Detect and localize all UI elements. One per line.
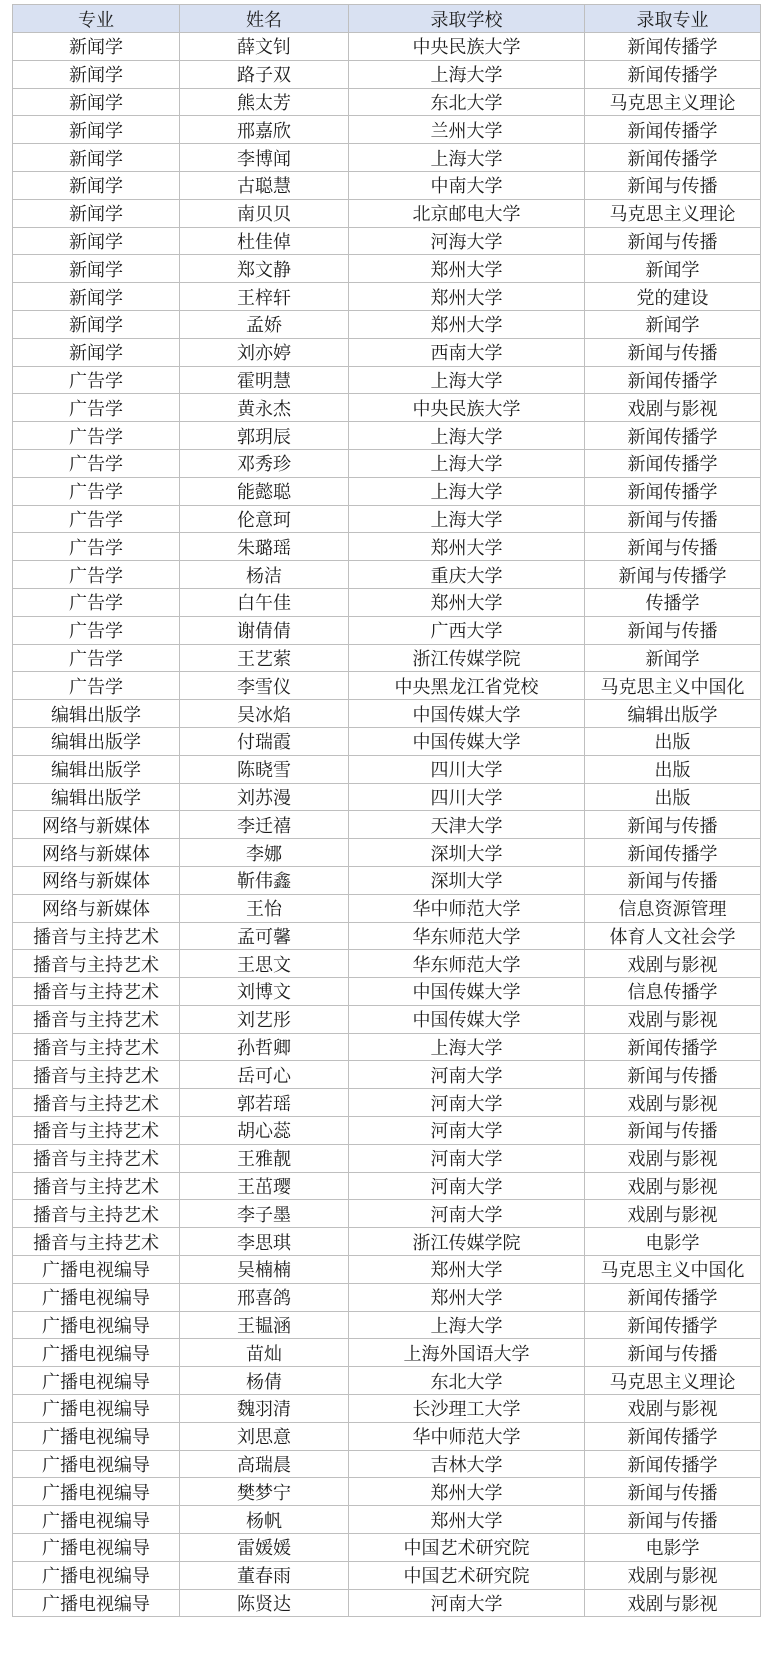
cell-admitted-major: 新闻与传播 xyxy=(585,1506,761,1534)
cell-name: 王梓轩 xyxy=(180,283,349,311)
cell-admitted-major: 马克思主义理论 xyxy=(585,199,761,227)
cell-admitted-school: 吉林大学 xyxy=(349,1450,585,1478)
cell-admitted-school: 中国传媒大学 xyxy=(349,978,585,1006)
cell-major: 编辑出版学 xyxy=(13,783,180,811)
table-row xyxy=(13,366,761,394)
cell-name: 董春雨 xyxy=(180,1561,349,1589)
cell-name: 李雪仪 xyxy=(180,672,349,700)
cell-major: 播音与主持艺术 xyxy=(13,1033,180,1061)
cell-admitted-major: 新闻传播学 xyxy=(585,33,761,61)
cell-major: 广告学 xyxy=(13,366,180,394)
cell-major: 新闻学 xyxy=(13,88,180,116)
cell-admitted-major: 新闻学 xyxy=(585,644,761,672)
cell-major: 广播电视编导 xyxy=(13,1506,180,1534)
table-row xyxy=(13,338,761,366)
cell-admitted-school: 河南大学 xyxy=(349,1589,585,1617)
table-row xyxy=(13,1311,761,1339)
cell-name: 陈晓雪 xyxy=(180,755,349,783)
table-row xyxy=(13,255,761,283)
cell-name: 高瑞晨 xyxy=(180,1450,349,1478)
cell-admitted-major: 党的建设 xyxy=(585,283,761,311)
cell-name: 李迁禧 xyxy=(180,811,349,839)
header-admitted-school: 录取学校 xyxy=(349,5,585,33)
cell-name: 郭玥辰 xyxy=(180,422,349,450)
cell-major: 网络与新媒体 xyxy=(13,894,180,922)
cell-name: 杨倩 xyxy=(180,1367,349,1395)
table-body xyxy=(13,33,761,1617)
cell-major: 广告学 xyxy=(13,588,180,616)
cell-admitted-major: 新闻传播学 xyxy=(585,116,761,144)
table-row xyxy=(13,227,761,255)
header-admitted-major: 录取专业 xyxy=(585,5,761,33)
cell-admitted-major: 新闻传播学 xyxy=(585,1283,761,1311)
table-row xyxy=(13,88,761,116)
cell-admitted-school: 上海大学 xyxy=(349,144,585,172)
cell-admitted-school: 华东师范大学 xyxy=(349,922,585,950)
cell-admitted-school: 郑州大学 xyxy=(349,1506,585,1534)
cell-admitted-school: 河南大学 xyxy=(349,1200,585,1228)
cell-major: 广告学 xyxy=(13,422,180,450)
cell-admitted-major: 戏剧与影视 xyxy=(585,1005,761,1033)
cell-major: 新闻学 xyxy=(13,60,180,88)
table-row xyxy=(13,978,761,1006)
cell-name: 刘博文 xyxy=(180,978,349,1006)
cell-admitted-major: 新闻与传播 xyxy=(585,533,761,561)
cell-name: 能懿聪 xyxy=(180,477,349,505)
table-row xyxy=(13,1033,761,1061)
cell-admitted-school: 河海大学 xyxy=(349,227,585,255)
cell-name: 霍明慧 xyxy=(180,366,349,394)
cell-admitted-major: 新闻学 xyxy=(585,310,761,338)
cell-admitted-major: 新闻与传播 xyxy=(585,1117,761,1145)
cell-name: 郭若瑶 xyxy=(180,1089,349,1117)
table-row xyxy=(13,1367,761,1395)
cell-admitted-school: 中国传媒大学 xyxy=(349,700,585,728)
table-row xyxy=(13,1534,761,1562)
cell-admitted-major: 新闻与传播 xyxy=(585,616,761,644)
table-row xyxy=(13,283,761,311)
cell-major: 新闻学 xyxy=(13,227,180,255)
cell-major: 广播电视编导 xyxy=(13,1339,180,1367)
cell-name: 王思文 xyxy=(180,950,349,978)
cell-name: 邓秀珍 xyxy=(180,449,349,477)
cell-admitted-school: 深圳大学 xyxy=(349,866,585,894)
cell-admitted-major: 传播学 xyxy=(585,588,761,616)
cell-name: 吴楠楠 xyxy=(180,1256,349,1284)
cell-major: 新闻学 xyxy=(13,338,180,366)
table-row xyxy=(13,894,761,922)
table-row xyxy=(13,1339,761,1367)
cell-major: 广告学 xyxy=(13,477,180,505)
cell-major: 广播电视编导 xyxy=(13,1283,180,1311)
cell-major: 广播电视编导 xyxy=(13,1395,180,1423)
cell-name: 白午佳 xyxy=(180,588,349,616)
cell-admitted-major: 新闻传播学 xyxy=(585,144,761,172)
cell-admitted-school: 上海大学 xyxy=(349,422,585,450)
cell-admitted-school: 河南大学 xyxy=(349,1172,585,1200)
table-row xyxy=(13,1395,761,1423)
cell-admitted-school: 上海大学 xyxy=(349,1311,585,1339)
cell-admitted-major: 电影学 xyxy=(585,1534,761,1562)
cell-name: 杨帆 xyxy=(180,1506,349,1534)
cell-major: 网络与新媒体 xyxy=(13,866,180,894)
cell-admitted-major: 戏剧与影视 xyxy=(585,1172,761,1200)
cell-major: 广告学 xyxy=(13,449,180,477)
table-row xyxy=(13,199,761,227)
cell-major: 广告学 xyxy=(13,533,180,561)
cell-major: 广告学 xyxy=(13,394,180,422)
cell-major: 广播电视编导 xyxy=(13,1478,180,1506)
table-row xyxy=(13,1506,761,1534)
cell-admitted-major: 新闻传播学 xyxy=(585,1311,761,1339)
table-row xyxy=(13,1089,761,1117)
cell-major: 新闻学 xyxy=(13,255,180,283)
table-row xyxy=(13,116,761,144)
admission-table xyxy=(12,4,761,1617)
cell-admitted-major: 新闻与传播 xyxy=(585,811,761,839)
cell-name: 刘亦婷 xyxy=(180,338,349,366)
cell-admitted-major: 马克思主义理论 xyxy=(585,1367,761,1395)
table-row xyxy=(13,1228,761,1256)
cell-major: 广播电视编导 xyxy=(13,1422,180,1450)
cell-admitted-major: 马克思主义中国化 xyxy=(585,672,761,700)
cell-admitted-major: 新闻与传播 xyxy=(585,227,761,255)
cell-name: 路子双 xyxy=(180,60,349,88)
table-row xyxy=(13,588,761,616)
cell-major: 广播电视编导 xyxy=(13,1367,180,1395)
cell-name: 孟可馨 xyxy=(180,922,349,950)
table-row xyxy=(13,422,761,450)
cell-name: 岳可心 xyxy=(180,1061,349,1089)
cell-admitted-major: 新闻与传播 xyxy=(585,1339,761,1367)
cell-name: 王艺萦 xyxy=(180,644,349,672)
cell-admitted-major: 戏剧与影视 xyxy=(585,1589,761,1617)
cell-admitted-school: 华东师范大学 xyxy=(349,950,585,978)
cell-major: 播音与主持艺术 xyxy=(13,1144,180,1172)
cell-admitted-major: 戏剧与影视 xyxy=(585,1200,761,1228)
cell-major: 新闻学 xyxy=(13,310,180,338)
cell-admitted-school: 河南大学 xyxy=(349,1061,585,1089)
table-row xyxy=(13,1005,761,1033)
cell-name: 孟娇 xyxy=(180,310,349,338)
cell-name: 靳伟鑫 xyxy=(180,866,349,894)
cell-admitted-school: 深圳大学 xyxy=(349,839,585,867)
cell-major: 广告学 xyxy=(13,561,180,589)
cell-name: 邢喜鸽 xyxy=(180,1283,349,1311)
cell-major: 播音与主持艺术 xyxy=(13,978,180,1006)
cell-admitted-school: 郑州大学 xyxy=(349,533,585,561)
table-row xyxy=(13,1144,761,1172)
cell-major: 播音与主持艺术 xyxy=(13,1117,180,1145)
cell-major: 广播电视编导 xyxy=(13,1589,180,1617)
cell-admitted-major: 体育人文社会学 xyxy=(585,922,761,950)
cell-major: 广告学 xyxy=(13,505,180,533)
cell-name: 王雅靓 xyxy=(180,1144,349,1172)
cell-name: 朱璐瑶 xyxy=(180,533,349,561)
table-row xyxy=(13,1200,761,1228)
cell-admitted-school: 兰州大学 xyxy=(349,116,585,144)
cell-admitted-school: 长沙理工大学 xyxy=(349,1395,585,1423)
table-row xyxy=(13,1561,761,1589)
cell-name: 刘苏漫 xyxy=(180,783,349,811)
cell-admitted-major: 编辑出版学 xyxy=(585,700,761,728)
table-row xyxy=(13,1589,761,1617)
header-name: 姓名 xyxy=(180,5,349,33)
cell-admitted-major: 新闻传播学 xyxy=(585,839,761,867)
table-row xyxy=(13,950,761,978)
cell-admitted-major: 戏剧与影视 xyxy=(585,1561,761,1589)
cell-name: 刘艺彤 xyxy=(180,1005,349,1033)
cell-name: 王茁璎 xyxy=(180,1172,349,1200)
table-row xyxy=(13,1061,761,1089)
cell-admitted-school: 郑州大学 xyxy=(349,1256,585,1284)
table-row xyxy=(13,866,761,894)
cell-major: 新闻学 xyxy=(13,283,180,311)
cell-admitted-major: 马克思主义中国化 xyxy=(585,1256,761,1284)
cell-admitted-school: 浙江传媒学院 xyxy=(349,644,585,672)
cell-major: 播音与主持艺术 xyxy=(13,1005,180,1033)
cell-admitted-school: 中央民族大学 xyxy=(349,33,585,61)
header-major: 专业 xyxy=(13,5,180,33)
cell-major: 广播电视编导 xyxy=(13,1450,180,1478)
cell-admitted-school: 天津大学 xyxy=(349,811,585,839)
table-row xyxy=(13,60,761,88)
cell-admitted-major: 信息传播学 xyxy=(585,978,761,1006)
table-row xyxy=(13,561,761,589)
cell-name: 邢嘉欣 xyxy=(180,116,349,144)
table-row xyxy=(13,33,761,61)
cell-admitted-school: 上海外国语大学 xyxy=(349,1339,585,1367)
cell-name: 付瑞霞 xyxy=(180,727,349,755)
table-row xyxy=(13,1172,761,1200)
cell-major: 网络与新媒体 xyxy=(13,839,180,867)
cell-major: 播音与主持艺术 xyxy=(13,950,180,978)
cell-name: 吴冰焰 xyxy=(180,700,349,728)
cell-major: 播音与主持艺术 xyxy=(13,1228,180,1256)
table-row xyxy=(13,1283,761,1311)
cell-admitted-major: 新闻与传播 xyxy=(585,505,761,533)
cell-name: 刘思意 xyxy=(180,1422,349,1450)
cell-major: 广播电视编导 xyxy=(13,1561,180,1589)
cell-admitted-school: 郑州大学 xyxy=(349,588,585,616)
cell-admitted-major: 新闻传播学 xyxy=(585,477,761,505)
cell-admitted-major: 出版 xyxy=(585,755,761,783)
cell-admitted-school: 中国艺术研究院 xyxy=(349,1534,585,1562)
cell-name: 魏羽清 xyxy=(180,1395,349,1423)
cell-name: 南贝贝 xyxy=(180,199,349,227)
table-row xyxy=(13,505,761,533)
cell-admitted-school: 北京邮电大学 xyxy=(349,199,585,227)
cell-major: 广播电视编导 xyxy=(13,1311,180,1339)
cell-major: 新闻学 xyxy=(13,199,180,227)
table-row xyxy=(13,144,761,172)
cell-name: 李思琪 xyxy=(180,1228,349,1256)
cell-admitted-major: 新闻与传播 xyxy=(585,171,761,199)
cell-name: 樊梦宁 xyxy=(180,1478,349,1506)
table-row xyxy=(13,1450,761,1478)
cell-major: 播音与主持艺术 xyxy=(13,922,180,950)
cell-admitted-school: 郑州大学 xyxy=(349,310,585,338)
table-row xyxy=(13,171,761,199)
table-row xyxy=(13,477,761,505)
cell-admitted-major: 戏剧与影视 xyxy=(585,1395,761,1423)
table-row xyxy=(13,1422,761,1450)
cell-major: 网络与新媒体 xyxy=(13,811,180,839)
cell-admitted-school: 河南大学 xyxy=(349,1117,585,1145)
cell-major: 广告学 xyxy=(13,672,180,700)
cell-major: 播音与主持艺术 xyxy=(13,1089,180,1117)
cell-admitted-major: 新闻与传播 xyxy=(585,1061,761,1089)
cell-name: 熊太芳 xyxy=(180,88,349,116)
cell-admitted-major: 出版 xyxy=(585,783,761,811)
cell-admitted-school: 广西大学 xyxy=(349,616,585,644)
table-row xyxy=(13,839,761,867)
cell-major: 广告学 xyxy=(13,644,180,672)
cell-admitted-school: 重庆大学 xyxy=(349,561,585,589)
cell-name: 雷媛媛 xyxy=(180,1534,349,1562)
table-row xyxy=(13,727,761,755)
cell-admitted-school: 中国传媒大学 xyxy=(349,1005,585,1033)
cell-admitted-major: 新闻学 xyxy=(585,255,761,283)
table-row xyxy=(13,755,761,783)
cell-admitted-school: 上海大学 xyxy=(349,60,585,88)
cell-admitted-school: 东北大学 xyxy=(349,1367,585,1395)
cell-admitted-school: 上海大学 xyxy=(349,505,585,533)
cell-major: 广告学 xyxy=(13,616,180,644)
cell-name: 陈贤达 xyxy=(180,1589,349,1617)
cell-major: 新闻学 xyxy=(13,144,180,172)
cell-admitted-school: 上海大学 xyxy=(349,477,585,505)
table-row xyxy=(13,700,761,728)
cell-admitted-major: 信息资源管理 xyxy=(585,894,761,922)
table-row xyxy=(13,394,761,422)
cell-admitted-major: 新闻传播学 xyxy=(585,366,761,394)
cell-admitted-school: 中央黑龙江省党校 xyxy=(349,672,585,700)
cell-name: 李子墨 xyxy=(180,1200,349,1228)
cell-name: 李博闻 xyxy=(180,144,349,172)
cell-admitted-major: 马克思主义理论 xyxy=(585,88,761,116)
cell-admitted-major: 新闻传播学 xyxy=(585,1450,761,1478)
cell-admitted-major: 新闻与传播 xyxy=(585,866,761,894)
cell-admitted-major: 新闻传播学 xyxy=(585,1422,761,1450)
cell-admitted-school: 上海大学 xyxy=(349,449,585,477)
cell-admitted-school: 郑州大学 xyxy=(349,283,585,311)
cell-name: 李娜 xyxy=(180,839,349,867)
cell-admitted-major: 新闻与传播 xyxy=(585,338,761,366)
cell-name: 黄永杰 xyxy=(180,394,349,422)
cell-admitted-major: 出版 xyxy=(585,727,761,755)
table-row xyxy=(13,616,761,644)
cell-major: 广播电视编导 xyxy=(13,1256,180,1284)
table-row xyxy=(13,310,761,338)
cell-admitted-major: 新闻传播学 xyxy=(585,422,761,450)
cell-name: 胡心蕊 xyxy=(180,1117,349,1145)
table-row xyxy=(13,922,761,950)
cell-admitted-school: 中南大学 xyxy=(349,171,585,199)
cell-admitted-school: 中央民族大学 xyxy=(349,394,585,422)
cell-major: 编辑出版学 xyxy=(13,755,180,783)
cell-admitted-school: 四川大学 xyxy=(349,755,585,783)
cell-name: 郑文静 xyxy=(180,255,349,283)
cell-admitted-school: 郑州大学 xyxy=(349,1283,585,1311)
cell-major: 播音与主持艺术 xyxy=(13,1172,180,1200)
cell-name: 薛文钊 xyxy=(180,33,349,61)
cell-name: 王韫涵 xyxy=(180,1311,349,1339)
cell-name: 杜佳倬 xyxy=(180,227,349,255)
cell-admitted-school: 华中师范大学 xyxy=(349,1422,585,1450)
cell-admitted-school: 浙江传媒学院 xyxy=(349,1228,585,1256)
cell-major: 编辑出版学 xyxy=(13,727,180,755)
admission-table-container xyxy=(12,4,770,1617)
cell-name: 杨洁 xyxy=(180,561,349,589)
cell-admitted-school: 郑州大学 xyxy=(349,255,585,283)
cell-major: 新闻学 xyxy=(13,171,180,199)
cell-admitted-major: 新闻与传播学 xyxy=(585,561,761,589)
cell-admitted-school: 上海大学 xyxy=(349,1033,585,1061)
cell-admitted-major: 新闻传播学 xyxy=(585,449,761,477)
cell-admitted-major: 戏剧与影视 xyxy=(585,1089,761,1117)
cell-admitted-major: 戏剧与影视 xyxy=(585,394,761,422)
cell-admitted-major: 戏剧与影视 xyxy=(585,950,761,978)
cell-admitted-major: 新闻传播学 xyxy=(585,1033,761,1061)
cell-name: 孙哲卿 xyxy=(180,1033,349,1061)
table-row xyxy=(13,644,761,672)
table-row xyxy=(13,811,761,839)
cell-admitted-major: 戏剧与影视 xyxy=(585,1144,761,1172)
cell-name: 谢倩倩 xyxy=(180,616,349,644)
cell-admitted-school: 东北大学 xyxy=(349,88,585,116)
cell-admitted-school: 中国艺术研究院 xyxy=(349,1561,585,1589)
table-row xyxy=(13,1256,761,1284)
cell-admitted-school: 四川大学 xyxy=(349,783,585,811)
cell-admitted-school: 华中师范大学 xyxy=(349,894,585,922)
table-row xyxy=(13,533,761,561)
cell-admitted-school: 上海大学 xyxy=(349,366,585,394)
cell-admitted-major: 新闻与传播 xyxy=(585,1478,761,1506)
cell-admitted-school: 河南大学 xyxy=(349,1089,585,1117)
cell-admitted-school: 西南大学 xyxy=(349,338,585,366)
cell-major: 播音与主持艺术 xyxy=(13,1200,180,1228)
cell-major: 新闻学 xyxy=(13,116,180,144)
cell-major: 广播电视编导 xyxy=(13,1534,180,1562)
cell-name: 苗灿 xyxy=(180,1339,349,1367)
cell-major: 播音与主持艺术 xyxy=(13,1061,180,1089)
table-row xyxy=(13,672,761,700)
cell-name: 王怡 xyxy=(180,894,349,922)
table-header-row xyxy=(13,5,761,33)
table-row xyxy=(13,1117,761,1145)
table-row xyxy=(13,449,761,477)
cell-name: 伦意珂 xyxy=(180,505,349,533)
table-row xyxy=(13,783,761,811)
cell-major: 编辑出版学 xyxy=(13,700,180,728)
cell-major: 新闻学 xyxy=(13,33,180,61)
cell-name: 古聪慧 xyxy=(180,171,349,199)
table-row xyxy=(13,1478,761,1506)
cell-admitted-school: 河南大学 xyxy=(349,1144,585,1172)
cell-admitted-major: 新闻传播学 xyxy=(585,60,761,88)
cell-admitted-school: 郑州大学 xyxy=(349,1478,585,1506)
cell-admitted-major: 电影学 xyxy=(585,1228,761,1256)
cell-admitted-school: 中国传媒大学 xyxy=(349,727,585,755)
